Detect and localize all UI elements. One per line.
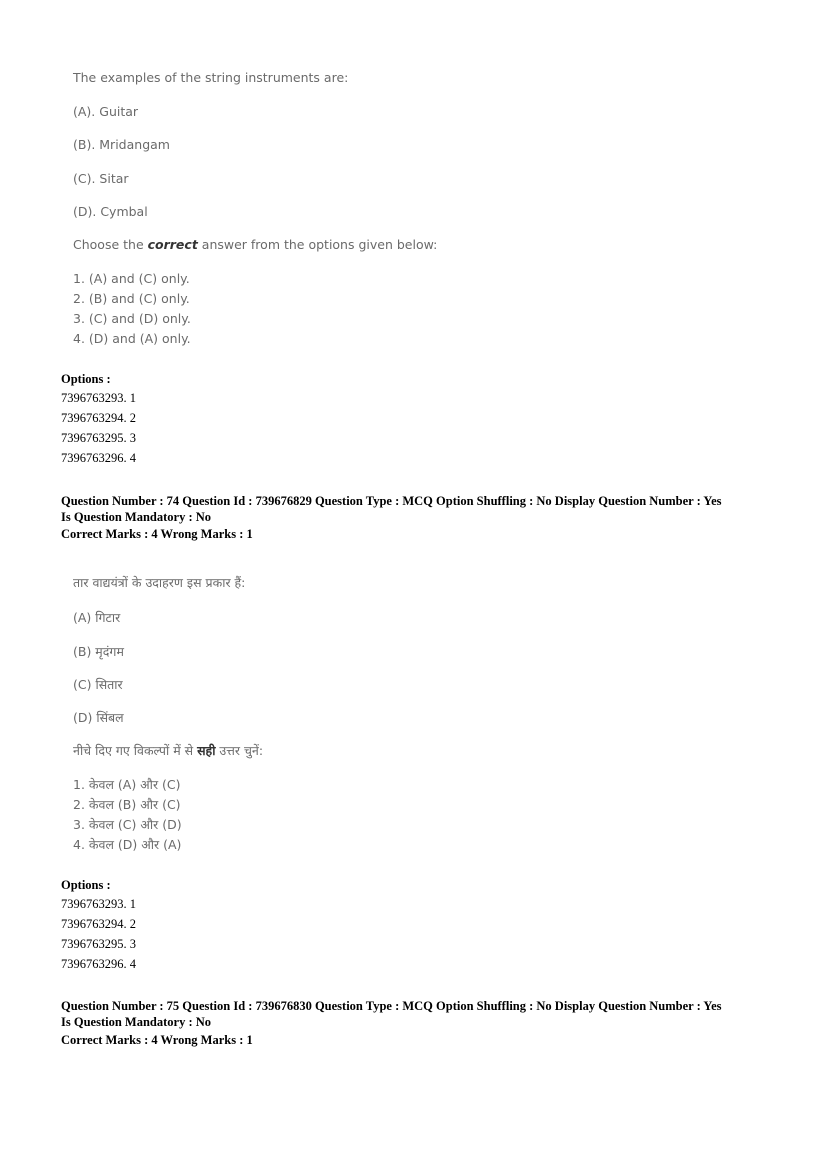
option-id-2: 7396763294. 2: [61, 411, 136, 425]
statement-c: (C). Sitar: [73, 171, 129, 186]
answer-choice-3: 3. (C) and (D) only.: [73, 311, 191, 326]
statement-a: (A) गिटार: [73, 610, 121, 625]
answer-choice-2: 2. (B) and (C) only.: [73, 291, 190, 306]
question-75-marks: Correct Marks : 4 Wrong Marks : 1: [61, 1033, 253, 1047]
answer-choice-4: 4. केवल (D) और (A): [73, 837, 182, 852]
options-label: Options :: [61, 372, 111, 386]
question-75-mandatory: Is Question Mandatory : No: [61, 1015, 212, 1029]
statement-d: (D) सिंबल: [73, 710, 124, 725]
question-75-meta: Question Number : 75 Question Id : 739676830 Question Type : MCQ Option Shuffling : No Display Question Number : Yes: [61, 999, 722, 1013]
option-id-2: 7396763294. 2: [61, 917, 136, 931]
choose-instruction: नीचे दिए गए विकल्पों में से सही उत्तर चुनें:: [73, 743, 264, 758]
statement-a: (A). Guitar: [73, 104, 139, 119]
question-74-marks: Correct Marks : 4 Wrong Marks : 1: [61, 527, 253, 541]
question-stem: तार वाद्ययंत्रों के उदाहरण इस प्रकार हैं:: [73, 575, 246, 590]
choose-instruction: Choose the correct answer from the options given below:: [73, 237, 438, 252]
option-id-3: 7396763295. 3: [61, 937, 136, 951]
answer-choice-3: 3. केवल (C) और (D): [73, 817, 182, 832]
question-stem: The examples of the string instruments are:: [73, 70, 349, 85]
option-id-3: 7396763295. 3: [61, 431, 136, 445]
question-74-meta: Question Number : 74 Question Id : 739676829 Question Type : MCQ Option Shuffling : No Display Question Number : Yes: [61, 494, 722, 508]
answer-choice-1: 1. (A) and (C) only.: [73, 271, 190, 286]
statement-c: (C) सितार: [73, 677, 123, 692]
option-id-4: 7396763296. 4: [61, 957, 136, 971]
statement-d: (D). Cymbal: [73, 204, 148, 219]
statement-b: (B) मृदंगम: [73, 644, 124, 659]
option-id-1: 7396763293. 1: [61, 897, 136, 911]
option-id-1: 7396763293. 1: [61, 391, 136, 405]
answer-choice-4: 4. (D) and (A) only.: [73, 331, 191, 346]
options-label: Options :: [61, 878, 111, 892]
question-74-mandatory: Is Question Mandatory : No: [61, 510, 212, 524]
answer-choice-2: 2. केवल (B) और (C): [73, 797, 181, 812]
option-id-4: 7396763296. 4: [61, 451, 136, 465]
answer-choice-1: 1. केवल (A) और (C): [73, 777, 181, 792]
statement-b: (B). Mridangam: [73, 137, 170, 152]
